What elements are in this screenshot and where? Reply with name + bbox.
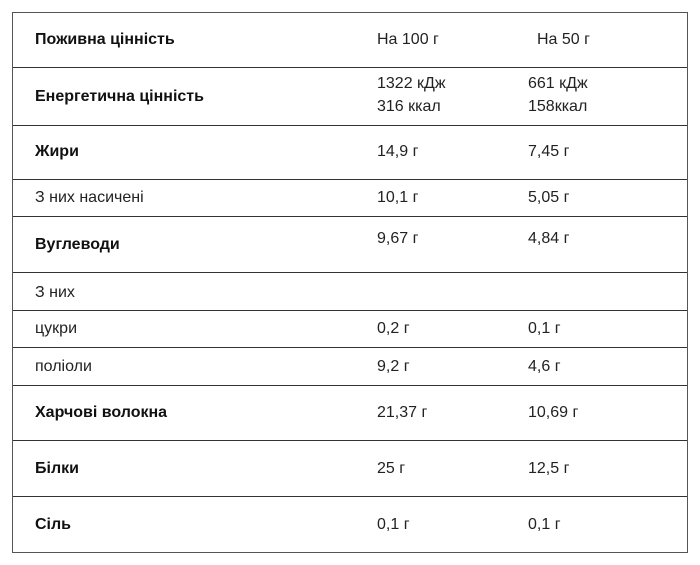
row-label: Білки xyxy=(35,460,79,477)
header-label: Поживна цінність xyxy=(35,31,175,48)
table-row xyxy=(13,441,687,497)
table-row xyxy=(13,386,687,441)
row-label: цукри xyxy=(35,320,77,337)
row-label: Жири xyxy=(35,143,79,160)
row-value-50g: 0,1 г xyxy=(528,320,561,337)
table-row xyxy=(13,497,687,552)
table-row xyxy=(13,180,687,217)
row-value-100g: 0,1 г xyxy=(377,516,410,533)
row-value-100g-kcal: 316 ккал xyxy=(377,98,441,115)
row-value-100g-kj: 1322 кДж xyxy=(377,75,446,92)
row-value-100g: 10,1 г xyxy=(377,189,419,206)
table-row xyxy=(13,311,687,348)
row-value-100g: 0,2 г xyxy=(377,320,410,337)
table-row xyxy=(13,217,687,273)
row-value-50g: 4,6 г xyxy=(528,358,561,375)
row-value-100g: 9,67 г xyxy=(377,230,419,247)
row-value-50g: 7,45 г xyxy=(528,143,570,160)
row-label: поліоли xyxy=(35,358,92,375)
header-per-50g: На 50 г xyxy=(537,31,590,48)
row-value-100g: 21,37 г xyxy=(377,404,428,421)
row-value-50g: 12,5 г xyxy=(528,460,570,477)
row-value-50g: 0,1 г xyxy=(528,516,561,533)
header-per-100g: На 100 г xyxy=(377,31,439,48)
table-row xyxy=(13,273,687,311)
row-label: Харчові волокна xyxy=(35,404,168,421)
row-value-50g-kcal: 158ккал xyxy=(528,98,588,115)
row-label: З них насичені xyxy=(35,189,144,206)
row-value-100g: 14,9 г xyxy=(377,143,419,160)
table-header-row xyxy=(13,13,687,68)
nutrition-table xyxy=(12,12,688,553)
row-label: Сіль xyxy=(35,516,71,533)
row-value-50g: 4,84 г xyxy=(528,230,570,247)
table-row xyxy=(13,126,687,180)
row-value-50g: 10,69 г xyxy=(528,404,579,421)
row-label: Енергетична цінність xyxy=(35,88,204,105)
table-row xyxy=(13,348,687,386)
row-label: Вуглеводи xyxy=(35,236,120,253)
row-value-100g: 9,2 г xyxy=(377,358,410,375)
row-label: З них xyxy=(35,284,75,301)
row-value-50g: 5,05 г xyxy=(528,189,570,206)
row-value-100g: 25 г xyxy=(377,460,406,477)
table-row xyxy=(13,68,687,126)
row-value-50g-kj: 661 кДж xyxy=(528,75,588,92)
